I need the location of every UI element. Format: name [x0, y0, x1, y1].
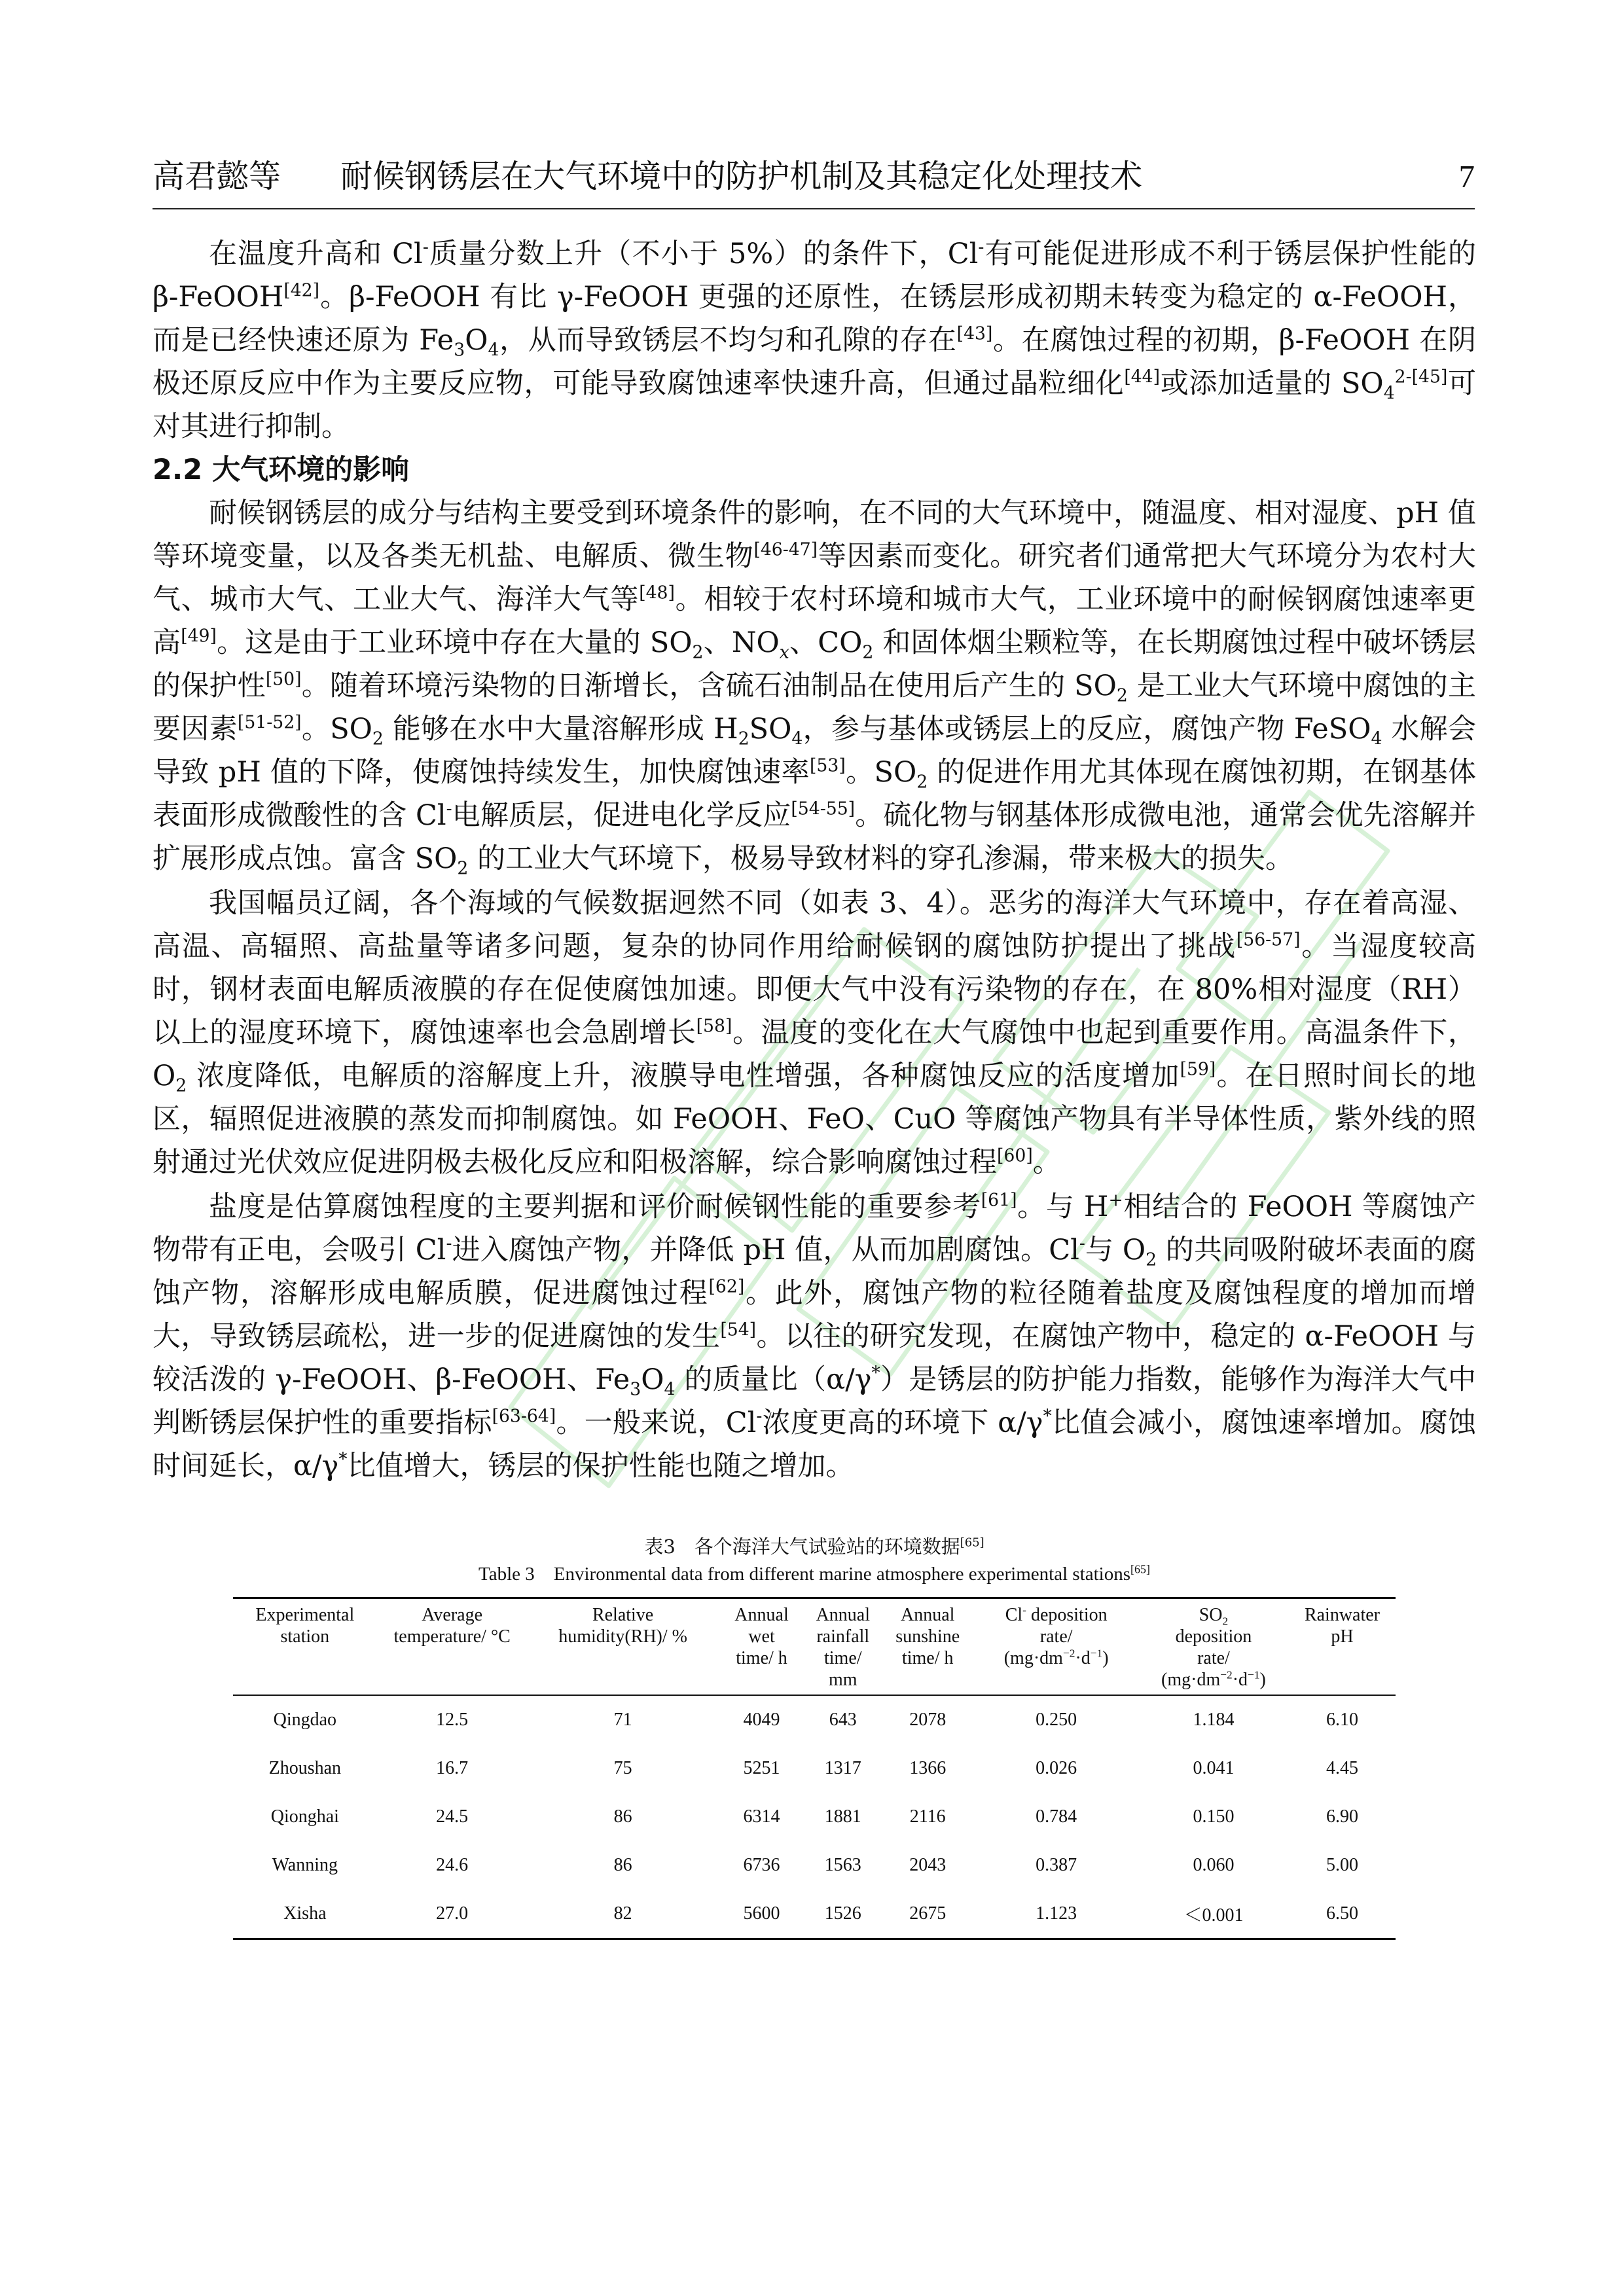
- table-cell: 24.6: [436, 1855, 469, 1875]
- col-humidity: [528, 1598, 719, 1696]
- text-run: deposition: [1026, 1605, 1108, 1625]
- text-run: 3: [454, 340, 465, 361]
- text-run: 、NO: [703, 626, 780, 659]
- text-run: Rainwater: [1304, 1605, 1380, 1625]
- citation: [51-52]: [237, 712, 302, 733]
- citation: [53]: [810, 755, 846, 776]
- text-run: Cl: [1005, 1605, 1023, 1625]
- text-run: humidity(RH)/ %: [558, 1626, 687, 1647]
- table-cell: 6.90: [1326, 1806, 1358, 1827]
- text-run: 水解会导致 pH 值的下降，使腐蚀持续发生，加快腐蚀速率: [153, 713, 1477, 789]
- table-row: [233, 1890, 1396, 1939]
- text-run: 的共同吸附破坏表面的腐蚀产物，溶解形成电解质膜，促进腐蚀过程: [153, 1234, 1477, 1310]
- table-cell: 5600: [743, 1903, 780, 1924]
- page-number: 7: [1458, 158, 1475, 194]
- text-run: Relative: [592, 1605, 654, 1625]
- table-row: [233, 1744, 1396, 1793]
- paragraph-industrial-atmosphere: [153, 492, 1476, 880]
- col-wet-time: [719, 1598, 805, 1696]
- table-row: [233, 1695, 1396, 1744]
- text-run: 我国幅员辽阔，各个海域的气候数据迥然不同（如表 3、4）。恶劣的海洋大气环境中，存在着高湿、高温、高辐照、高盐量等诸多问题，复杂的协同作用给耐候钢的腐蚀防护提出了挑战: [153, 887, 1476, 963]
- text-run: Annual: [734, 1605, 789, 1625]
- text-run: pH: [1331, 1626, 1354, 1647]
- text-run: deposition: [1175, 1626, 1252, 1647]
- text-run: 的工业大气环境下，极易导致材料的穿孔渗漏，带来极大的损失。: [468, 842, 1294, 875]
- text-run: time/: [824, 1648, 862, 1668]
- header-divider: [153, 208, 1475, 209]
- paragraph-salinity: [153, 1185, 1476, 1488]
- text-run: O: [641, 1363, 664, 1396]
- text-run: 的质量比（α/γ: [675, 1363, 872, 1396]
- citation: [58]: [696, 1016, 732, 1037]
- text-run: *: [338, 1449, 348, 1470]
- header-title: 耐候钢锈层在大气环境中的防护机制及其稳定化处理技术: [340, 158, 1143, 195]
- table-cell: 1.184: [1193, 1710, 1235, 1730]
- text-run: ，参与基体或锈层上的反应，腐蚀产物 FeSO: [803, 713, 1371, 745]
- text-run: 。以往的研究发现，在腐蚀产物中，稳定的 α-FeOOH 与较活泼的 γ-FeOOH、β-FeOOH、Fe: [153, 1320, 1477, 1396]
- table-cell: 27.0: [436, 1903, 469, 1924]
- text-run: [780, 643, 789, 663]
- text-run: 。硫化物与钢基体形成微电池，通常会优先溶解并扩展形成点蚀。富含 SO: [153, 799, 1476, 875]
- text-run: 2: [457, 858, 469, 879]
- text-run: 盐度是估算腐蚀程度的主要判据和评价耐候钢性能的重要参考: [209, 1191, 981, 1223]
- environment-data-table: [233, 1597, 1396, 1940]
- text-run: 3: [630, 1379, 641, 1400]
- text-run: −1: [1248, 1668, 1260, 1681]
- text-run: *: [871, 1363, 880, 1384]
- text-run: ）是锈层的防护能力指数，能够作为海洋大气中判断锈层保护性的重要指标: [153, 1363, 1477, 1439]
- table-cell: 2043: [909, 1855, 947, 1875]
- text-run: -: [422, 237, 429, 258]
- text-run: Annual: [900, 1605, 955, 1625]
- table-cell: 24.5: [436, 1806, 469, 1827]
- text-run: 2: [692, 642, 704, 663]
- citation: [48]: [639, 583, 675, 603]
- text-run: 。温度的变化在大气腐蚀中也起到重要作用。高温条件下，O: [153, 1016, 1477, 1092]
- table-cell: 1881: [824, 1806, 861, 1827]
- citation: [63-64]: [492, 1406, 556, 1427]
- text-run: 4: [1383, 383, 1395, 404]
- table-cell: 6314: [743, 1806, 780, 1827]
- table-cell: 71: [613, 1710, 632, 1730]
- text-run: (mg·dm: [1161, 1670, 1221, 1690]
- table-cell: 4.45: [1326, 1758, 1358, 1778]
- text-run: 质量分数上升（不小于 5%）的条件下，Cl: [428, 238, 979, 270]
- table-cell: 82: [613, 1903, 632, 1924]
- text-run: ): [1102, 1648, 1109, 1668]
- citation: [65]: [960, 1535, 984, 1550]
- text-run: SO: [1199, 1605, 1223, 1625]
- section-heading: 2.2 大气环境的影响: [153, 454, 410, 486]
- text-run: 耐候钢锈层的成分与结构主要受到环境条件的影响，在不同的大气环境中，随温度、相对湿度、pH 值等环境变量，以及各类无机盐、电解质、微生物: [153, 497, 1476, 573]
- text-run: 4: [1371, 728, 1382, 749]
- text-run: station: [280, 1626, 330, 1647]
- text-run: sunshine: [895, 1626, 960, 1647]
- text-run: 电解质层，促进电化学反应: [452, 799, 791, 832]
- col-so2-deposition: [1138, 1598, 1289, 1696]
- text-run: 等因素而变化。研究者们通常把大气环境分为农村大气、城市大气、工业大气、海洋大气等: [153, 540, 1477, 616]
- col-temperature: [377, 1598, 528, 1696]
- text-run: 。在腐蚀过程的初期，β-FeOOH 在阴极还原反应中作为主要反应物，可能导致腐蚀速率快速升高，但通过晶粒细化: [153, 324, 1476, 400]
- col-sunshine: [881, 1598, 974, 1696]
- table-cell: 0.026: [1036, 1758, 1077, 1778]
- text-run: rate/: [1039, 1626, 1073, 1647]
- text-run: −2: [1220, 1668, 1233, 1681]
- text-run: 。此外，腐蚀产物的粒径随着盐度及腐蚀程度的增加而增大，导致锈层疏松，进一步的促进腐蚀的发生: [153, 1277, 1477, 1353]
- text-run: 能够在水中大量溶解形成 H: [383, 713, 738, 745]
- table-cell: 5.00: [1326, 1855, 1358, 1875]
- table-cell: 0.150: [1193, 1806, 1235, 1827]
- paragraph-marine-atmosphere: [153, 882, 1476, 1184]
- text-run: -: [1079, 1233, 1085, 1254]
- text-run: +: [1108, 1190, 1123, 1211]
- text-run: 比值会减小，腐蚀速率增加。腐蚀时间延长，α/γ: [153, 1407, 1476, 1482]
- text-run: 可对其进行抑制。: [153, 367, 1477, 443]
- table-cell: 1526: [824, 1903, 861, 1924]
- text-run: 。SO: [845, 756, 917, 789]
- article-body: [153, 232, 1476, 1488]
- table-cell: Qionghai: [270, 1806, 339, 1827]
- text-run: time/ h: [736, 1648, 787, 1668]
- text-run: 。SO: [301, 713, 372, 745]
- table-row: [233, 1841, 1396, 1890]
- text-run: (mg·dm: [1003, 1648, 1063, 1668]
- text-run: ·d: [1075, 1648, 1091, 1668]
- table-cell: Qingdao: [273, 1710, 337, 1730]
- table-cell: 6.10: [1326, 1710, 1358, 1730]
- citation: [62]: [708, 1276, 745, 1297]
- text-run: wet: [748, 1626, 775, 1647]
- table-caption-en: [153, 1561, 1476, 1587]
- text-run: −1: [1090, 1647, 1103, 1660]
- table-cell: 16.7: [436, 1758, 469, 1778]
- text-run: 和固体烟尘颗粒等，在长期腐蚀过程中破坏锈层的保护性: [153, 626, 1477, 702]
- text-run: -: [756, 1406, 763, 1427]
- text-run: ): [1259, 1670, 1266, 1690]
- text-run: 。在日照时间长的地区，辐照促进液膜的蒸发而抑制腐蚀。如 FeOOH、FeO、CuO 等腐蚀产物具有半导体性质，紫外线的照射通过光伏效应促进阴极去极化反应和阳极溶解，综合影响腐蚀过程: [153, 1060, 1477, 1179]
- table-cell: Wanning: [272, 1855, 338, 1875]
- text-run: -: [1022, 1604, 1026, 1617]
- table-cell: 1366: [909, 1758, 947, 1778]
- text-run: 表3 各个海洋大气试验站的环境数据: [644, 1535, 960, 1558]
- citation: [45]: [1411, 367, 1448, 387]
- text-run: rainfall: [816, 1626, 870, 1647]
- table-cell: 643: [829, 1710, 857, 1730]
- text-run: 、CO: [789, 626, 863, 659]
- citation: [65]: [1130, 1562, 1150, 1576]
- col-cl-deposition: [974, 1598, 1138, 1696]
- text-run: Average: [422, 1605, 483, 1625]
- text-run: rate/: [1197, 1648, 1230, 1668]
- table-cell: 2116: [909, 1806, 946, 1827]
- table-row: [233, 1793, 1396, 1841]
- table-caption-zh: [153, 1534, 1476, 1560]
- table-cell: 0.250: [1036, 1710, 1077, 1730]
- text-run: 比值增大，锈层的保护性能也随之增加。: [347, 1450, 854, 1482]
- text-run: 2: [1116, 685, 1128, 706]
- text-run: -: [446, 798, 452, 819]
- citation: [50]: [265, 669, 302, 690]
- text-run: 4: [791, 728, 803, 749]
- header-authors: 高君懿等: [153, 158, 281, 195]
- table-cell: ＜0.001: [1183, 1905, 1244, 1926]
- text-run: 或添加适量的 SO: [1160, 367, 1384, 400]
- text-run: 4: [664, 1379, 676, 1400]
- table-cell: 0.041: [1193, 1758, 1235, 1778]
- running-header: [153, 157, 1475, 196]
- citation: [59]: [1180, 1059, 1216, 1080]
- citation: [56-57]: [1236, 929, 1301, 950]
- text-run: 2: [738, 728, 749, 749]
- text-run: 有可能促进形成不利于锈层保护性能的 β-FeOOH: [153, 238, 1477, 314]
- text-run: Table 3 Environmental data from different marine atmosphere experimental stations: [478, 1564, 1131, 1585]
- citation: [42]: [283, 280, 320, 301]
- text-run: ·d: [1232, 1670, 1248, 1690]
- table-cell: 0.387: [1036, 1855, 1077, 1875]
- text-run: 。一般来说，Cl: [556, 1407, 757, 1439]
- table-cell: 0.784: [1036, 1806, 1077, 1827]
- text-run: -: [446, 1233, 452, 1254]
- table-cell: 2675: [909, 1903, 947, 1924]
- table-cell: 1317: [824, 1758, 861, 1778]
- citation: [60]: [997, 1145, 1033, 1166]
- text-run: 2: [1222, 1615, 1229, 1628]
- table-cell: 2078: [909, 1710, 947, 1730]
- text-run: 。随着环境污染物的日渐增长，含硫石油制品在使用后产生的 SO: [301, 670, 1117, 702]
- text-run: 4: [488, 340, 499, 361]
- col-rainfall: [805, 1598, 882, 1696]
- text-run: 是工业大气环境中腐蚀的主要因素: [153, 670, 1476, 745]
- text-run: SO: [749, 713, 792, 745]
- citation: [54-55]: [791, 798, 856, 819]
- text-run: 。β-FeOOH 有比 γ-FeOOH 更强的还原性，在锈层形成初期未转变为稳定的 α-FeOOH，而是已经快速还原为 Fe: [153, 281, 1476, 357]
- table-cell: 4049: [743, 1710, 780, 1730]
- text-run: 。当湿度较高时，钢材表面电解质液膜的存在促使腐蚀加速。即便大气中没有污染物的存在，在 80%相对湿度（RH）以上的湿度环境下，腐蚀速率也会急剧增长: [153, 930, 1477, 1049]
- text-run: 。与 H: [1017, 1191, 1109, 1223]
- text-run: 2: [372, 728, 384, 749]
- table-cell: 5251: [743, 1758, 780, 1778]
- text-run: 2-: [1394, 367, 1412, 387]
- text-run: time/ h: [901, 1648, 954, 1668]
- text-run: 相结合的 FeOOH 等腐蚀产物带有正电，会吸引 Cl: [153, 1191, 1477, 1266]
- table-cell: 86: [613, 1855, 632, 1875]
- text-run: temperature/ °C: [393, 1626, 511, 1647]
- text-run: 2: [862, 642, 874, 663]
- text-run: 2: [1146, 1249, 1157, 1270]
- table-cell: 0.060: [1193, 1855, 1235, 1875]
- col-rainwater-ph: [1289, 1598, 1396, 1696]
- table-cell: 75: [613, 1758, 632, 1778]
- text-run: 的促进作用尤其体现在腐蚀初期，在钢基体表面形成微酸性的含 Cl: [153, 756, 1476, 832]
- table-cell: 86: [613, 1806, 632, 1827]
- table-cell: Zhoushan: [268, 1758, 342, 1778]
- text-run: 。: [1032, 1146, 1061, 1179]
- text-run: O: [465, 324, 488, 357]
- text-run: mm: [829, 1670, 857, 1690]
- text-run: 。这是由于工业环境中存在大量的 SO: [216, 626, 693, 659]
- table-header-row: [233, 1598, 1396, 1696]
- text-run: 进入腐蚀产物，并降低 pH 值，从而加剧腐蚀。Cl: [452, 1234, 1079, 1266]
- col-station: [233, 1598, 377, 1696]
- text-run: x: [779, 642, 789, 663]
- text-run: 。相较于农村环境和城市大气，工业环境中的耐候钢腐蚀速率更高: [153, 583, 1477, 659]
- text-run: −2: [1062, 1647, 1075, 1660]
- text-run: 2: [916, 772, 928, 793]
- citation: [43]: [956, 323, 993, 344]
- table-cell: Xisha: [283, 1903, 327, 1924]
- citation: [46-47]: [753, 539, 818, 560]
- text-run: *: [1043, 1406, 1052, 1427]
- table-cell: 12.5: [436, 1710, 469, 1730]
- citation: [49]: [181, 626, 217, 647]
- text-run: 2: [175, 1075, 187, 1096]
- citation: [54]: [720, 1319, 757, 1340]
- citation: [61]: [981, 1190, 1017, 1211]
- citation: [44]: [1124, 367, 1161, 387]
- text-run: 浓度更高的环境下 α/γ: [762, 1407, 1043, 1439]
- text-run: 浓度降低，电解质的溶解度上升，液膜导电性增强，各种腐蚀反应的活度增加: [187, 1060, 1180, 1092]
- text-run: Experimental: [255, 1605, 355, 1625]
- table-cell: 1.123: [1036, 1903, 1077, 1924]
- text-run: 在温度升高和 Cl: [209, 238, 423, 270]
- text-run: ，从而导致锈层不均匀和孔隙的存在: [499, 324, 957, 357]
- paragraph-beta-feooh: [153, 232, 1476, 448]
- text-run: Annual: [816, 1605, 870, 1625]
- text-run: -: [978, 237, 984, 258]
- table-cell: 1563: [824, 1855, 861, 1875]
- text-run: 与 O: [1085, 1234, 1146, 1266]
- table-cell: 6.50: [1326, 1903, 1358, 1924]
- table-cell: 6736: [743, 1855, 780, 1875]
